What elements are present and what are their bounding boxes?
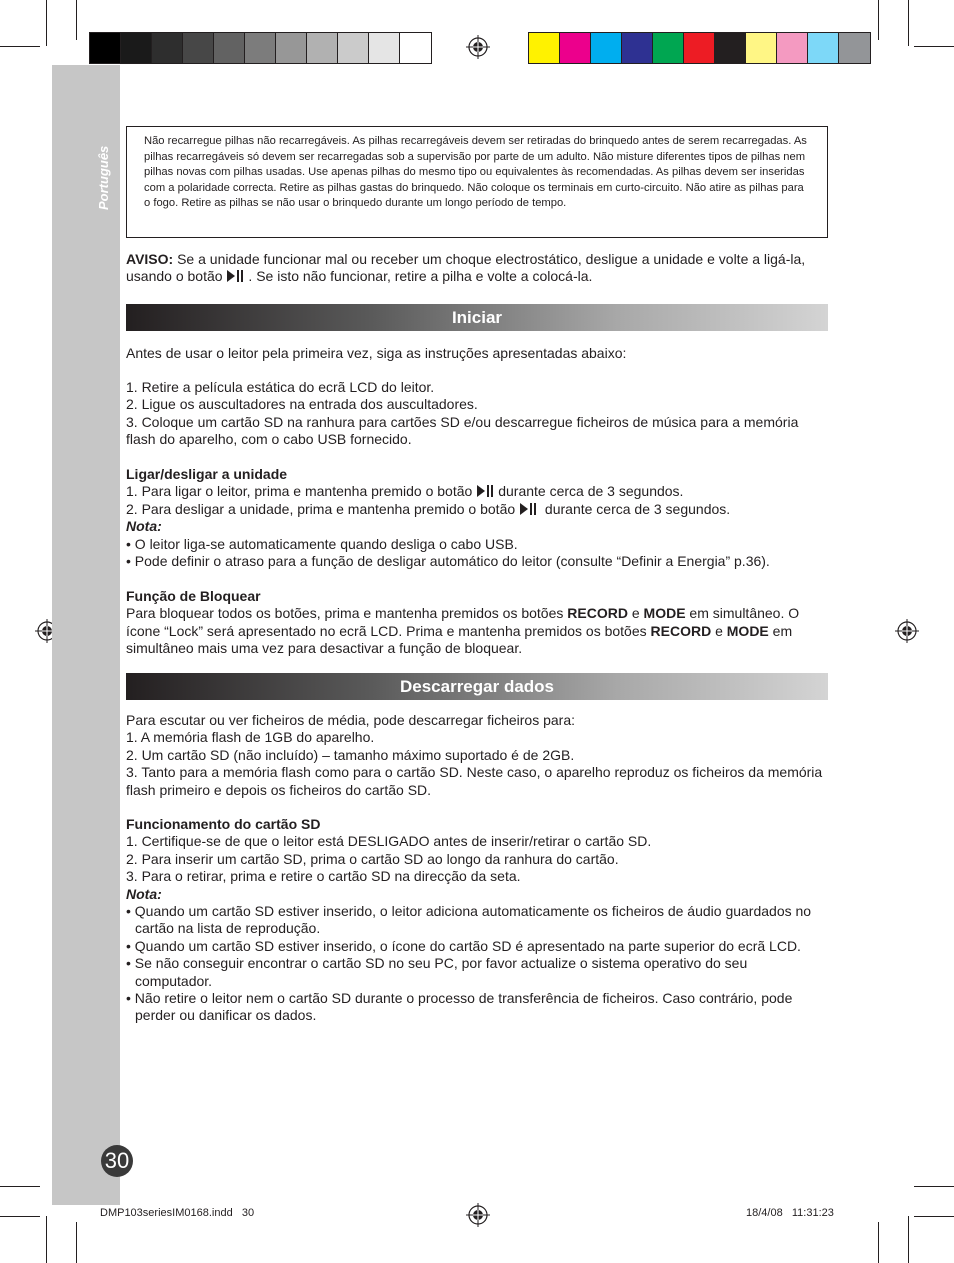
color-swatch	[560, 33, 591, 63]
color-swatch	[400, 33, 431, 63]
list-item: • Pode definir o atraso para a função de desligar automático do leitor (consulte “Definir a Energia” p.36).	[126, 553, 770, 570]
color-swatch	[684, 33, 715, 63]
color-swatch	[214, 33, 245, 63]
iniciar-intro	[126, 345, 828, 362]
list-item: • Se não conseguir encontrar o cartão SD no seu PC, por favor actualize o sistema operativo do seu computador.	[126, 955, 748, 989]
gray-color-bar	[89, 32, 432, 64]
color-swatch	[369, 33, 400, 63]
list-item: 3. Para o retirar, prima e retire o cartão SD na direcção da seta.	[126, 868, 521, 885]
play-pause-button-icon	[476, 484, 498, 498]
power-step1-end: durante cerca de 3 segundos.	[498, 483, 684, 500]
language-sidebar	[52, 65, 120, 1205]
aviso-label: AVISO:	[126, 251, 174, 267]
crop-mark	[0, 1186, 40, 1187]
color-swatch	[777, 33, 808, 63]
color-swatch	[307, 33, 338, 63]
power-step2-end: durante cerca de 3 segundos.	[541, 500, 731, 517]
mode-keyword: MODE	[643, 605, 686, 622]
color-swatch	[715, 33, 746, 63]
aviso-text-1: Se a unidade funcionar mal ou receber um choque electrostático, desligue a unidade e volte a ligá-la, usando o botão	[126, 251, 806, 285]
registration-mark-icon	[895, 619, 919, 643]
color-swatch	[808, 33, 839, 63]
iniciar-intro-text: Antes de usar o leitor pela primeira vez, siga as instruções apresentadas abaixo:	[126, 345, 627, 361]
list-item: 1. Retire a película estática do ecrã LCD do leitor.	[126, 379, 435, 395]
color-swatch	[121, 33, 152, 63]
section-heading-iniciar: Iniciar	[126, 304, 828, 331]
crop-mark	[878, 0, 879, 40]
crop-mark	[878, 1222, 879, 1263]
lock-section	[126, 588, 828, 658]
color-swatch	[653, 33, 684, 63]
lock-text-3: em simultâneo mais uma vez para desactivar a função de bloquear.	[126, 622, 793, 657]
crop-mark	[914, 1216, 954, 1217]
section-heading-descarregar: Descarregar dados	[126, 673, 828, 700]
crop-mark	[908, 0, 909, 46]
crop-mark	[76, 0, 77, 40]
crop-mark	[76, 1222, 77, 1263]
list-item: • Quando um cartão SD estiver inserido, o leitor adiciona automaticamente os ficheiros de áudio guardados no cartão na lista de reprodução.	[126, 903, 812, 937]
list-item: 1. Certifique-se de que o leitor está DESLIGADO antes de inserir/retirar o cartão SD.	[126, 833, 652, 850]
list-item: • Não retire o leitor nem o cartão SD durante o processo de transferência de ficheiros. Caso contrário, pode perder ou danificar os dados.	[126, 990, 793, 1024]
nota-label: Nota:	[126, 518, 162, 535]
list-item: 3. Coloque um cartão SD na ranhura para cartões SD e/ou descarregue ficheiros de música para a memória flash do aparelho, com o cabo USB fornecido.	[126, 413, 799, 448]
color-swatch	[183, 33, 214, 63]
color-swatch	[152, 33, 183, 63]
process-color-bar	[528, 32, 871, 64]
battery-warning-box	[126, 126, 828, 238]
color-swatch	[746, 33, 777, 63]
list-item: • O leitor liga-se automaticamente quando desliga o cabo USB.	[126, 535, 518, 552]
list-item: 2. Ligue os auscultadores na entrada dos auscultadores.	[126, 396, 478, 413]
list-item: 2. Um cartão SD (não incluído) – tamanho máximo suportado é de 2GB.	[126, 746, 575, 763]
color-swatch	[338, 33, 369, 63]
registration-mark-icon	[466, 35, 490, 59]
crop-mark	[0, 46, 40, 47]
crop-mark	[0, 1216, 40, 1217]
list-item: • Quando um cartão SD estiver inserido, o ícone do cartão SD é apresentado na parte superior do ecrã LCD.	[126, 937, 801, 954]
crop-mark	[914, 46, 954, 47]
color-swatch	[591, 33, 622, 63]
footer-filename: DMP103seriesIM0168.indd 30	[100, 1207, 255, 1219]
power-step1: 1. Para ligar o leitor, prima e mantenha premido o botão	[126, 483, 477, 500]
power-step2: 2. Para desligar a unidade, prima e mantenha premido o botão	[126, 500, 520, 517]
sd-title: Funcionamento do cartão SD	[126, 816, 321, 832]
descarregar-intro: Para escutar ou ver ficheiros de média, pode descarregar ficheiros para:	[126, 712, 576, 728]
battery-warning-text: Não recarregue pilhas não recarregáveis. As pilhas recarregáveis devem ser retiradas do brinquedo antes de serem recarregadas. As pilhas recarregáveis só devem ser recarregadas sob a supervisão por parte de um adulto. Não misture diferentes tipos de pilhas nem pilhas novas com pilhas usadas. Use apenas pilhas do mesmo tipo ou equivalentes às recomendadas. As pilhas devem ser inseridas com a polaridade correcta. Retire as pilhas gastas do brinquedo. Não coloque os terminais em curto-circuito. Não atire as pilhas para o fogo. Retire as pilhas se não usar o brinquedo durante um longo período de tempo.	[144, 135, 807, 210]
color-swatch	[839, 33, 870, 63]
aviso-paragraph	[126, 251, 828, 286]
page-number: 30	[101, 1145, 133, 1177]
lock-text-2: em simultâneo. O ícone “Lock” será apresentado no ecrã LCD. Prima e mantenha premidos os botões	[126, 605, 800, 639]
lock-and: e	[711, 622, 727, 639]
sidebar-language-label: Português	[96, 145, 111, 210]
sd-section	[126, 816, 828, 1025]
color-swatch	[90, 33, 121, 63]
lock-and: e	[627, 605, 644, 622]
power-section	[126, 466, 828, 570]
lock-title: Função de Bloquear	[126, 588, 261, 604]
color-swatch	[245, 33, 276, 63]
power-title: Ligar/desligar a unidade	[126, 466, 288, 482]
play-pause-button-icon	[519, 502, 541, 516]
list-item: 3. Tanto para a memória flash como para o cartão SD. Neste caso, o aparelho reproduz os ficheiros da memória flash primeiro e depois os ficheiros do cartão SD.	[126, 764, 823, 798]
crop-mark	[908, 1216, 909, 1263]
record-keyword: RECORD	[567, 605, 628, 622]
nota-label: Nota:	[126, 885, 162, 902]
crop-mark	[914, 1186, 954, 1187]
color-swatch	[622, 33, 653, 63]
crop-mark	[46, 0, 47, 46]
aviso-text-2: . Se isto não funcionar, retire a pilha e volte a colocá-la.	[248, 268, 593, 285]
descarregar-list	[126, 712, 828, 799]
play-pause-button-icon	[226, 269, 248, 283]
list-item: 2. Para inserir um cartão SD, prima o cartão SD ao longo da ranhura do cartão.	[126, 850, 619, 867]
iniciar-steps	[126, 379, 828, 449]
color-swatch	[276, 33, 307, 63]
color-swatch	[529, 33, 560, 63]
lock-text-1: Para bloquear todos os botões, prima e mantenha premidos os botões	[126, 605, 568, 622]
footer-date: 18/4/08 11:31:23	[746, 1207, 834, 1219]
mode-keyword: MODE	[726, 622, 769, 639]
registration-mark-icon	[466, 1203, 490, 1227]
record-keyword: RECORD	[650, 622, 712, 639]
crop-mark	[46, 1216, 47, 1263]
list-item: 1. A memória flash de 1GB do aparelho.	[126, 729, 375, 746]
